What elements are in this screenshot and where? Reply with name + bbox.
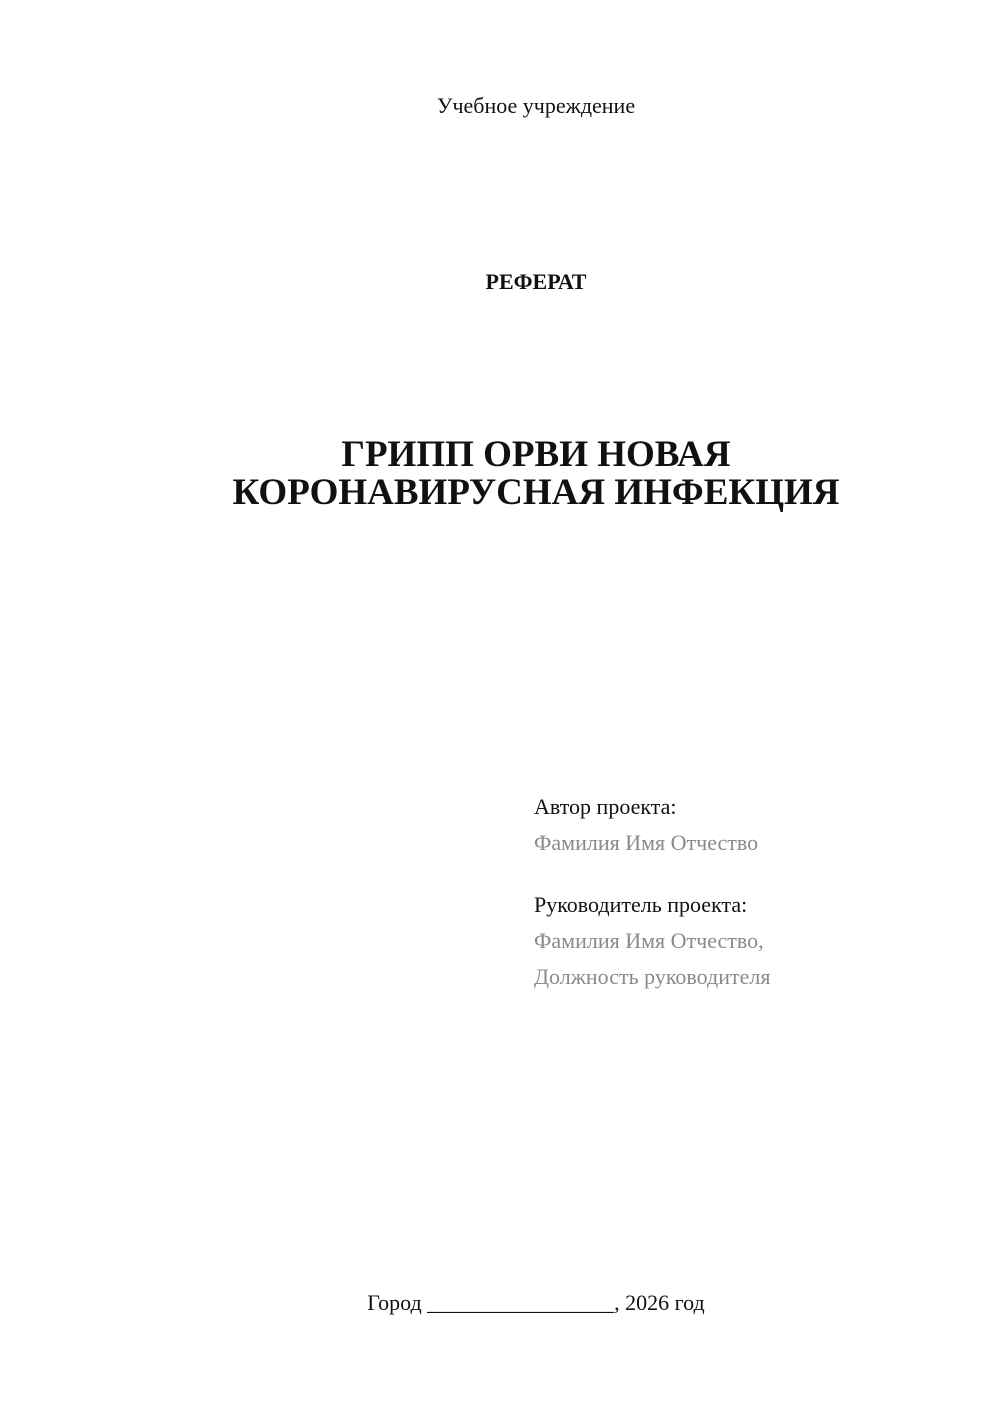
- author-label: Автор проекта:: [534, 794, 677, 819]
- credits-spacer: [534, 861, 974, 887]
- supervisor-name: Фамилия Имя Отчество,: [534, 928, 764, 953]
- credits-block: [534, 789, 974, 995]
- city-year-footer: Город _________________, 2026 год: [367, 1290, 705, 1315]
- document-title: [0, 436, 1000, 512]
- document-type: РЕФЕРАТ: [485, 269, 587, 294]
- supervisor-position: Должность руководителя: [534, 964, 771, 989]
- document-title-line-2: КОРОНАВИРУСНАЯ ИНФЕКЦИЯ: [232, 472, 840, 513]
- author-name: Фамилия Имя Отчество: [534, 830, 759, 855]
- document-title-line-1: ГРИПП ОРВИ НОВАЯ: [341, 434, 731, 475]
- supervisor-label: Руководитель проекта:: [534, 892, 748, 917]
- institution-name: Учебное учреждение: [436, 93, 636, 118]
